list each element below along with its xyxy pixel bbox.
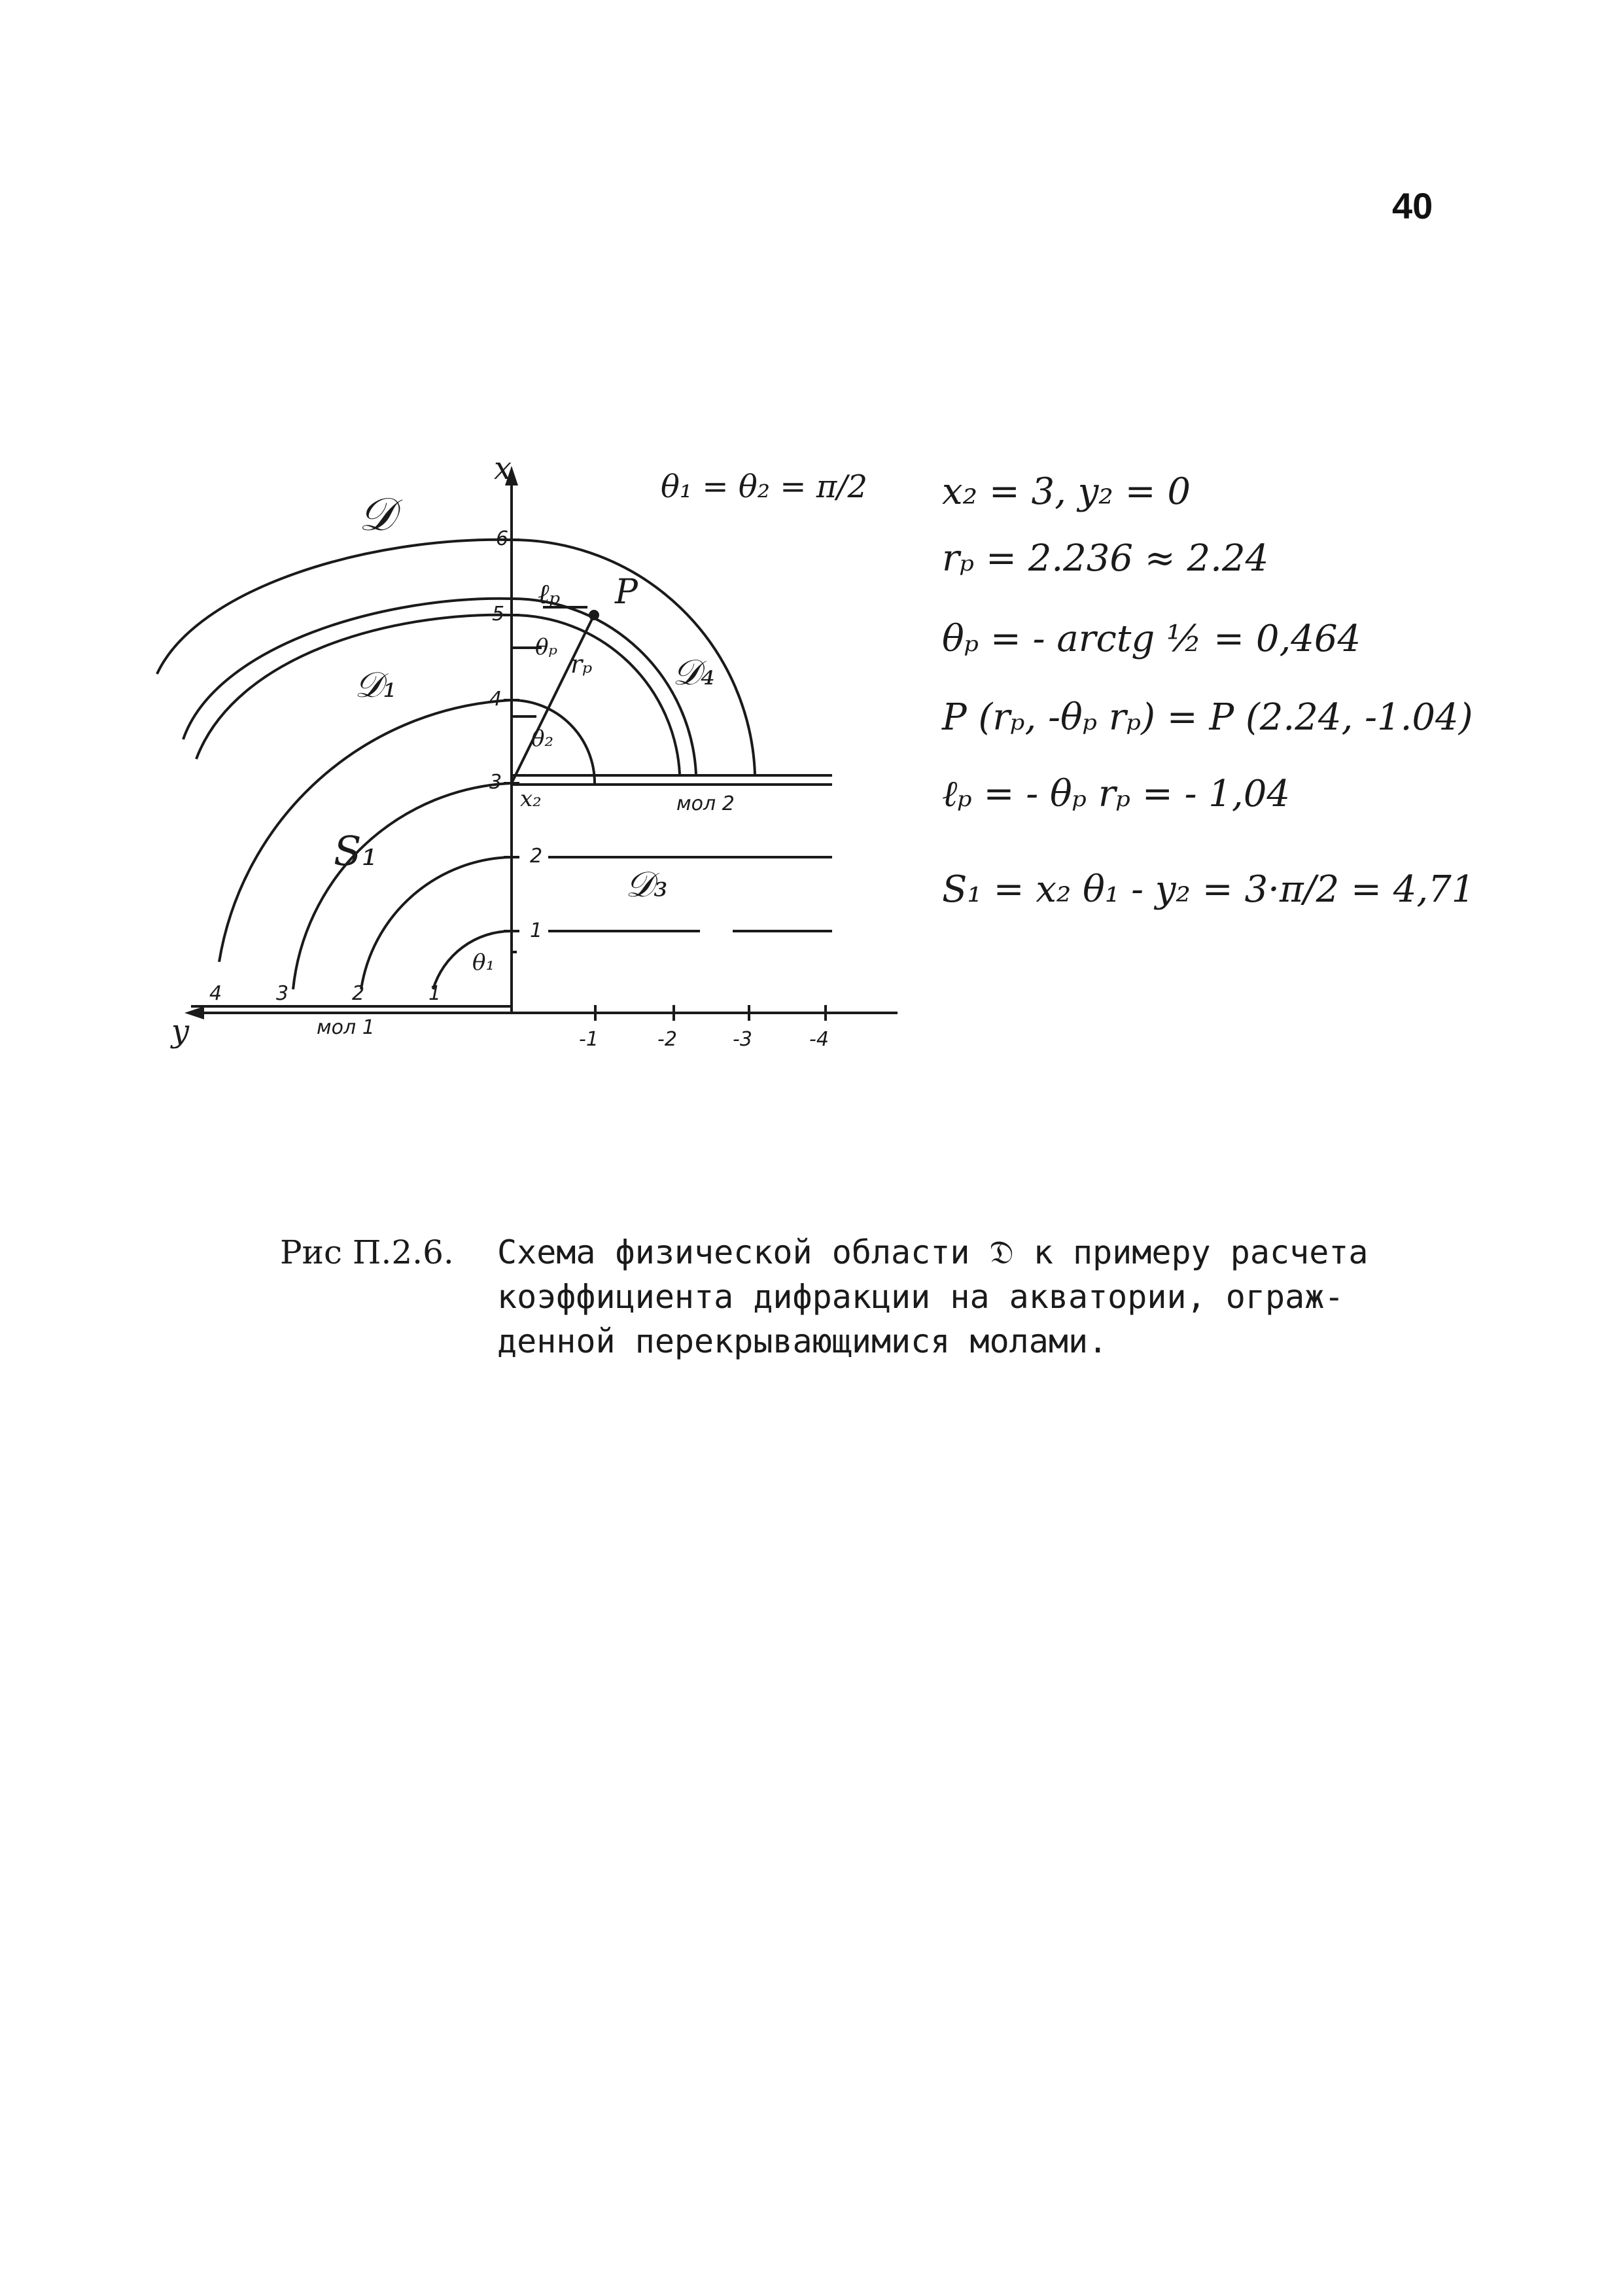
- caption-label: Рис П.2.6.: [280, 1233, 454, 1271]
- theta1-label: θ₁: [472, 949, 495, 976]
- figure-caption: [280, 1230, 1431, 1364]
- region-d3-label: 𝒟₃: [625, 864, 668, 905]
- equation-4: P (rₚ, -θₚ rₚ) = P (2.24, -1.04): [942, 696, 1473, 739]
- point-p-label: P: [615, 573, 638, 612]
- equation-1: x₂ = 3, y₂ = 0: [942, 470, 1191, 513]
- theta-p-label: θₚ: [535, 634, 558, 660]
- rp-label: rₚ: [570, 650, 593, 679]
- caption-line-1: Схема физической области 𝔇 к примеру расчета: [497, 1233, 1369, 1271]
- equation-3: θₚ = - arctg ½ = 0,464: [942, 618, 1361, 660]
- x-tick-4: 4: [489, 688, 502, 711]
- x-tick-2: 2: [530, 845, 543, 868]
- axis-y-label: y: [171, 1013, 190, 1050]
- mole2: [512, 775, 832, 785]
- x-tick-3: 3: [489, 771, 502, 794]
- region-d4-label: 𝒟₄: [672, 652, 715, 693]
- equation-6: S₁ = x₂ θ₁ - y₂ = 3·π/2 = 4,71: [942, 868, 1475, 911]
- mole2-label: мол 2: [676, 792, 735, 815]
- equations: [941, 470, 1475, 911]
- d-arcs: [157, 540, 512, 759]
- caption-line-2: коэффициента дифракции на акватории, ограж-: [497, 1278, 1344, 1316]
- y-tick-neg-4: -4: [809, 1028, 829, 1051]
- equation-2: rₚ = 2.236 ≈ 2.24: [942, 537, 1269, 580]
- y-tick-neg-3: -3: [733, 1028, 752, 1051]
- theta2-label: θ₂: [531, 726, 554, 752]
- lp-label: ℓₚ: [538, 578, 561, 610]
- y-tick-1: 1: [428, 982, 442, 1005]
- y-tick-neg-1: -1: [579, 1028, 599, 1051]
- x-tick-6: 6: [496, 527, 509, 550]
- page-number: 40: [1392, 185, 1433, 226]
- y-ticks-positive: [209, 982, 441, 1005]
- y-tick-2: 2: [352, 982, 365, 1005]
- caption-line-3: денной перекрывающимися молами.: [497, 1322, 1108, 1360]
- region-d1-label: 𝒟₁: [355, 664, 397, 705]
- mole1-label: мол 1: [317, 1016, 375, 1039]
- region-s1-label: S₁: [334, 827, 378, 875]
- y-tick-neg-2: -2: [657, 1028, 677, 1051]
- x-tick-1: 1: [530, 919, 543, 942]
- y-tick-3: 3: [276, 982, 289, 1005]
- axis-x-label: x: [494, 450, 512, 487]
- theta-top-label: θ₁ = θ₂ = π/2: [661, 468, 868, 505]
- point-p-marker: [589, 610, 599, 620]
- y-tick-4: 4: [209, 982, 222, 1005]
- x2-label: x₂: [520, 786, 542, 812]
- equation-5: ℓₚ = - θₚ rₚ = - 1,04: [942, 773, 1290, 815]
- d3-lines: [548, 857, 832, 931]
- region-d-label: 𝒟: [358, 487, 395, 541]
- x-tick-5: 5: [492, 603, 505, 626]
